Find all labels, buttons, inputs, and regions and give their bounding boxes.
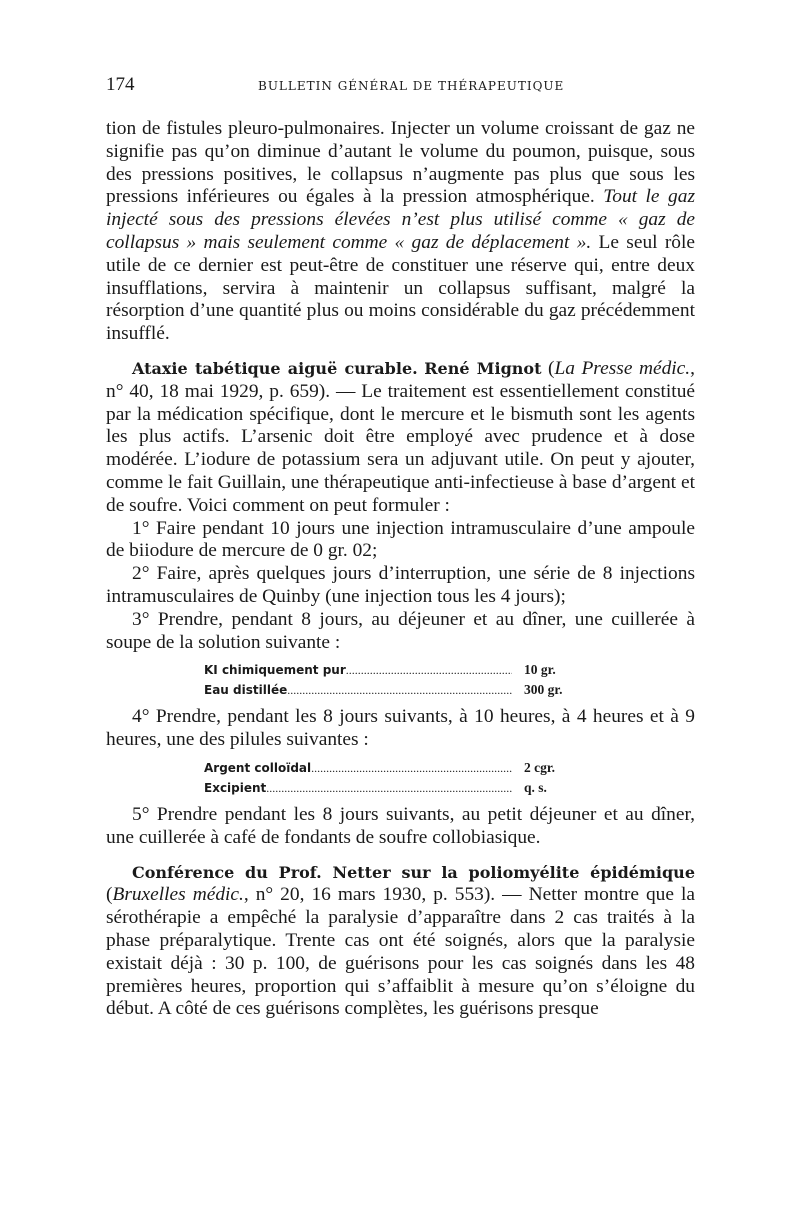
- ingredient-name: KI chimiquement pur: [204, 663, 346, 678]
- journal-name: Bruxelles médic.: [112, 884, 244, 906]
- step-2: 2° Faire, après quelques jours d’interruption, une série de 8 injections intramusculaires de Quinby (une injection tous les 4 jours);: [106, 563, 695, 607]
- text-run: (: [106, 884, 113, 906]
- ingredient-name: Excipient: [204, 780, 267, 795]
- text-run: Le seul rôle utile de ce dernier est peut-être de constituer une réserve qui, entre deux insufflations, servira à maintenir un collapsus suffisant, malgré la résorption d’une quantité plus ou moins considérable du gaz précédemment insufflé.: [106, 231, 695, 345]
- article-poliomyelite: [106, 862, 695, 1022]
- article-title: Ataxie tabétique aiguë curable.: [132, 358, 418, 378]
- ingredient-quantity: 10 gr.: [524, 662, 556, 678]
- italic-text: Tout le gaz injecté sous des pressions élevées n’est plus utilisé comme « gaz de collapsus » mais seulement comme « gaz de déplacement ».: [106, 186, 695, 253]
- leader-dots: [287, 680, 512, 700]
- running-title: BULLETIN GÉNÉRAL DE THÉRAPEUTIQUE: [258, 79, 565, 93]
- article-author: René Mignot: [424, 358, 542, 378]
- step-3: 3° Prendre, pendant 8 jours, au déjeuner et au dîner, une cuillerée à soupe de la solution suivante :: [106, 608, 695, 653]
- ingredient-name: Argent colloïdal: [204, 760, 312, 775]
- leader-dots: [311, 758, 512, 778]
- article-text: Le traitement est essentiellement constitué par la médication spécifique, dont le mercure et le bismuth sont les agents les plus actifs. L’arsenic doit être employé avec prudence et à dose modérée. L’iodure de potassium sera un adjuvant utile. On peut y ajouter, comme le fait Guillain, une thérapeutique anti-infectieuse à base d’argent et de soufre. Voici comment on peut formuler :: [106, 380, 696, 516]
- prescription-row: [204, 758, 594, 778]
- article-text: Netter montre que la sérothérapie a empêché la paralysie d’apparaître dans 2 cas traités à la phase préparalytique. Trente cas ont été soignés, alors que la paralysie existait déjà : 30 p. 100, de guérisons pour les cas soignés dans les 48 premières heures, proportion qui s’affaiblit à mesure qu’on s’éloigne du début. A côté de ces guérisons complètes, les guérisons presque: [106, 884, 695, 1020]
- page-number: 174: [106, 74, 135, 95]
- prescription-row: [204, 680, 594, 700]
- leader-dots: [346, 660, 512, 680]
- ingredient-name: Eau distillée: [204, 683, 288, 698]
- prescription-row: [204, 660, 594, 680]
- article-ataxie: [106, 358, 695, 518]
- step-5: 5° Prendre pendant les 8 jours suivants, au petit déjeuner et au dîner, une cuillerée à café de fondants de soufre collobiasique.: [106, 803, 695, 848]
- body-text: [106, 118, 695, 1021]
- reference: , n° 20, 16 mars 1930, p. 553). —: [243, 884, 529, 906]
- prescription-row: [204, 778, 594, 798]
- step-1: 1° Faire pendant 10 jours une injection intramusculaire d’une ampoule de biiodure de mercure de 0 gr. 02;: [106, 517, 695, 562]
- leader-dots: [266, 778, 512, 798]
- text-run: tion de fistules pleuro-pulmonaires. Injecter un volume croissant de gaz ne signifie pas qu’on diminue d’autant le volume du poumon, puisque, sous des pressions positives, le collapsus n’augmente pas plus que sous les pressions inférieures ou égales à la pression atmosphérique.: [106, 118, 695, 208]
- page-header: [106, 74, 696, 98]
- prescription-solution: [204, 660, 594, 700]
- text-run: (: [541, 357, 555, 379]
- journal-name: La Presse médic.: [554, 357, 691, 379]
- reference: , n° 40, 18 mai 1929, p. 659). —: [106, 357, 695, 402]
- prescription-pills: [204, 758, 594, 798]
- ingredient-quantity: 2 cgr.: [524, 759, 555, 775]
- article-title: Conférence du Prof. Netter sur la poliomyélite épidémique: [132, 862, 695, 882]
- paragraph-continuation: [106, 118, 695, 346]
- ingredient-quantity: q. s.: [524, 779, 547, 795]
- step-4: 4° Prendre, pendant les 8 jours suivants, à 10 heures, à 4 heures et à 9 heures, une des pilules suivantes :: [106, 706, 695, 751]
- ingredient-quantity: 300 gr.: [524, 682, 563, 698]
